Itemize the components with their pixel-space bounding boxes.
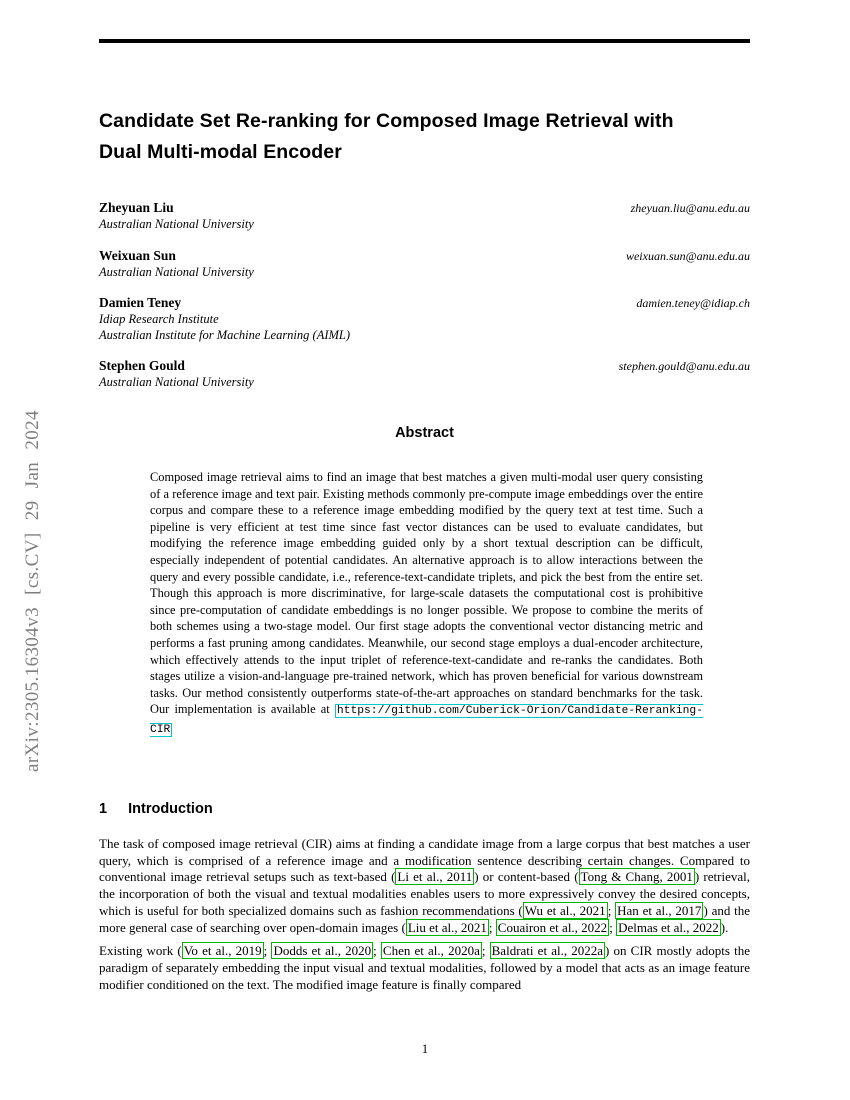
intro-paragraph-1: The task of composed image retrieval (CIR) aims at finding a candidate image from a large corpus that best matches a user query, which is comprised of a reference image and a modification sentence describing certain changes. Compared to conventional image retrieval setups such as text-based ( Li et al., 2011 ) or content-based ( Tong & Chang, 2001 ) retrieval, the incorporation of both the visual and textual modalities enables users to more expressively convey the desired concepts, which is useful for both specialized domains such as fashion recommendations ( Wu et al., 2021 ; Han et al., 2017 ) and the more general case of searching over open-domain images ( Liu et al., 2021 ; Couairon et al., 2022 ; Delmas et al., 2022 ). bbox=[99, 836, 751, 935]
section-heading bbox=[99, 801, 213, 817]
author-name: Stephen Gould bbox=[99, 358, 185, 373]
author-email: stephen.gould@anu.edu.au bbox=[618, 359, 750, 373]
citation-link[interactable]: Liu et al., 2021 bbox=[407, 919, 487, 935]
author-name: Damien Teney bbox=[99, 295, 182, 310]
author-row bbox=[99, 357, 750, 375]
abstract-paragraph: Composed image retrieval aims to find an image that best matches a given multi-modal user query consisting of a reference image and text pair. Existing methods commonly pre-compute image embeddings over the entire corpus and compare these to a reference image embedding modified by the query text at test time. Such a pipeline is very efficient at test time since fast vector distances can be used to evaluate candidates, but modifying the reference image embedding guided only by a short textual description can be difficult, especially independent of potential candidates. An alternative approach is to allow interactions between the query and every possible candidate, i.e., reference-text-candidate triplets, and pick the best from the entire set. Though this approach is more discriminative, for large-scale datasets the computational cost is prohibitive since pre-computation of candidate embeddings is no longer possible. We propose to combine the merits of both schemes using a two-stage model. Our first stage adopts the conventional vector distancing metric and performs a fast pruning among candidates. Meanwhile, our second stage employs a dual-encoder architecture, which effectively attends to the input triplet of reference-text-candidate and re-ranks the candidates. Both stages utilize a vision-and-language pre-trained network, which has proven beneficial for various downstream tasks. Our method consistently outperforms state-of-the-art approaches on standard benchmarks for the task. Our implementation is available at bbox=[150, 470, 703, 717]
citation-link[interactable]: Li et al., 2011 bbox=[397, 869, 473, 885]
citation-link[interactable]: Wu et al., 2021 bbox=[524, 902, 606, 918]
abstract-text bbox=[150, 469, 703, 739]
author-name: Weixuan Sun bbox=[99, 247, 176, 263]
author-block bbox=[99, 294, 750, 343]
citation-link[interactable]: Tong & Chang, 2001 bbox=[580, 869, 693, 885]
author-block bbox=[99, 247, 750, 281]
author-name: Zheyuan Liu bbox=[99, 200, 174, 215]
top-rule bbox=[99, 39, 750, 43]
section-number: 1 bbox=[99, 801, 108, 817]
author-row bbox=[99, 199, 750, 217]
section-title: Introduction bbox=[128, 801, 213, 817]
citation-link[interactable]: Vo et al., 2019 bbox=[183, 943, 262, 959]
author-row bbox=[99, 294, 750, 312]
arxiv-watermark: arXiv:2305.16304v3 [cs.CV] 29 Jan 2024 bbox=[22, 410, 43, 772]
intro-paragraph-2: Existing work ( Vo et al., 2019 ; Dodds et al., 2020 ; Chen et al., 2020a ; Baldrati et al., 2022a ) on CIR mostly adopts the paradigm of separately embedding the input visual and textual modalities, followed by a model that acts as an image feature modifier conditioned on the text. The modified image feature is finally compared bbox=[99, 943, 751, 992]
citation-link[interactable]: Couairon et al., 2022 bbox=[497, 919, 608, 935]
introduction-body bbox=[99, 836, 750, 1000]
author-affiliation: Idiap Research Institute bbox=[99, 312, 219, 326]
author-affiliation: Australian Institute for Machine Learning (AIML) bbox=[99, 327, 351, 342]
author-email: zheyuan.liu@anu.edu.au bbox=[630, 201, 750, 215]
github-link[interactable]: https://github.com/Cuberick-Orion/Candidate-Reranking-CIR bbox=[150, 705, 703, 736]
citation-link[interactable]: Delmas et al., 2022 bbox=[618, 919, 719, 935]
page-number: 1 bbox=[421, 1042, 429, 1056]
author-affiliation: Australian National University bbox=[99, 264, 254, 279]
abstract-heading: Abstract bbox=[395, 425, 454, 441]
author-block bbox=[99, 357, 750, 391]
citation-link[interactable]: Han et al., 2017 bbox=[617, 902, 702, 918]
author-email: weixuan.sun@anu.edu.au bbox=[625, 248, 750, 263]
author-list bbox=[99, 199, 750, 405]
citation-link[interactable]: Chen et al., 2020a bbox=[382, 943, 480, 959]
paper-title: Candidate Set Re-ranking for Composed Image Retrieval with Dual Multi-modal Encoder bbox=[99, 110, 674, 163]
author-block bbox=[99, 199, 750, 233]
author-email: damien.teney@idiap.ch bbox=[636, 296, 750, 310]
author-affiliation: Australian National University bbox=[99, 217, 254, 231]
author-affiliation: Australian National University bbox=[99, 375, 254, 389]
citation-link[interactable]: Baldrati et al., 2022a bbox=[491, 943, 604, 959]
author-row bbox=[99, 247, 750, 265]
citation-link[interactable]: Dodds et al., 2020 bbox=[273, 943, 372, 959]
